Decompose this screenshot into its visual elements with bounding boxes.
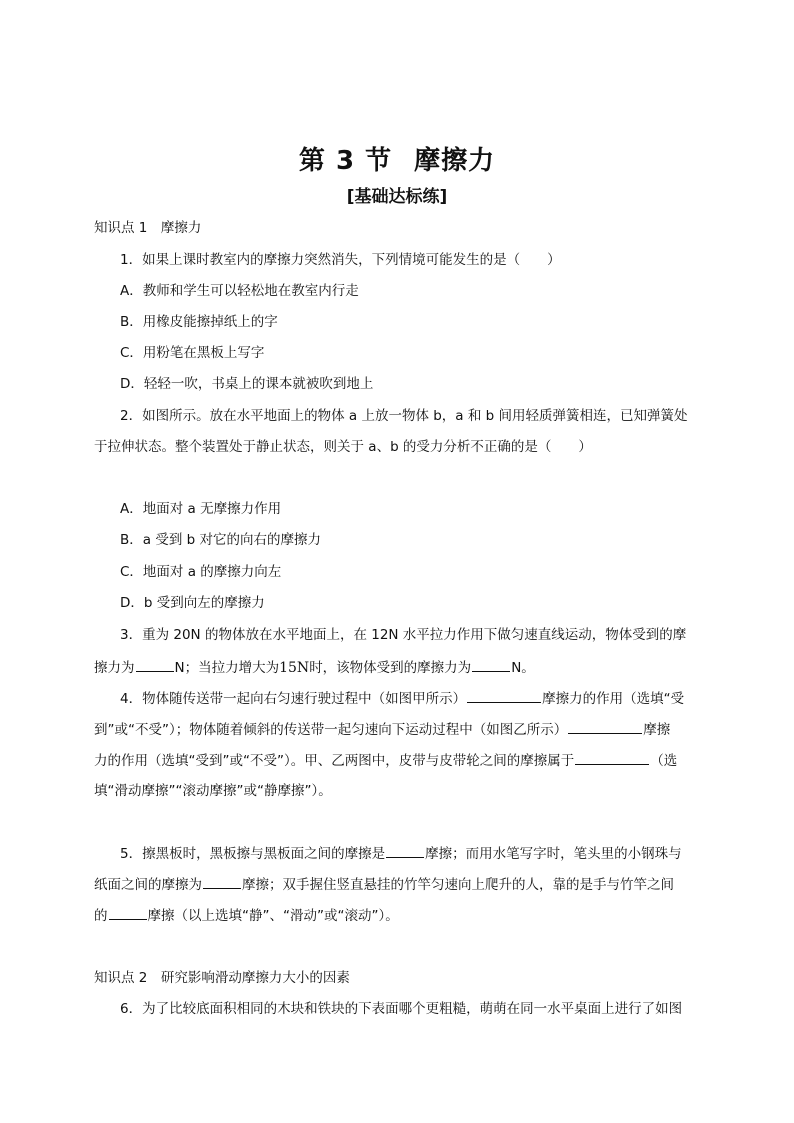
force-value: 15N xyxy=(279,660,310,676)
answer-blank[interactable] xyxy=(109,905,147,920)
knowledge-point-2: 知识点 2 研究影响滑动摩擦力大小的因素 xyxy=(94,970,350,986)
question-2-option-b: B．a 受到 b 对它的向右的摩擦力 xyxy=(120,532,321,548)
question-5-line-2: 纸面之间的摩擦为 摩擦；双手握住竖直悬挂的竹竿匀速向上爬升的人，靠的是手与竹竿之间 xyxy=(94,874,714,895)
answer-blank[interactable] xyxy=(136,657,174,672)
answer-blank[interactable] xyxy=(472,657,510,672)
question-3-line-2: 擦力为 N；当拉力增大为15N时，该物体受到的摩擦力为 N。 xyxy=(94,657,714,678)
question-4-line-1: 4．物体随传送带一起向右匀速行驶过程中（如图甲所示） 摩擦力的作用（选填“受 xyxy=(120,688,740,709)
section-number: 第 3 节 xyxy=(298,146,393,176)
answer-blank[interactable] xyxy=(467,688,541,703)
question-4-line-2: 到”或“不受”）；物体随着倾斜的传送带一起匀速向下运动过程中（如图乙所示） 摩擦 xyxy=(94,719,714,740)
question-5-line-1: 5．擦黑板时，黑板擦与黑板面之间的摩擦是 摩擦；而用水笔写字时，笔头里的小钢珠与 xyxy=(120,843,740,864)
page-title xyxy=(0,140,794,177)
question-6-line-1: 6．为了比较底面积相同的木块和铁块的下表面哪个更粗糙，萌萌在同一水平桌面上进行了如图 xyxy=(120,1001,683,1017)
question-2-line-1: 2．如图所示。放在水平地面上的物体 a 上放一物体 b，a 和 b 间用轻质弹簧相连，已知弹簧处 xyxy=(120,408,688,424)
knowledge-point-1: 知识点 1 摩擦力 xyxy=(94,220,202,236)
question-2-option-a: A．地面对 a 无摩擦力作用 xyxy=(120,501,282,517)
answer-blank[interactable] xyxy=(568,719,642,734)
answer-blank[interactable] xyxy=(203,874,241,889)
question-1-option-b: B．用橡皮能擦掉纸上的字 xyxy=(120,314,278,330)
question-1-stem: 1．如果上课时教室内的摩擦力突然消失，下列情境可能发生的是（ ） xyxy=(120,252,561,268)
answer-blank[interactable] xyxy=(575,750,649,765)
answer-blank[interactable] xyxy=(386,843,424,858)
question-1-option-d: D．轻轻一吹，书桌上的课本就被吹到地上 xyxy=(120,376,374,392)
question-4-line-3: 力的作用（选填“受到”或“不受”）。甲、乙两图中，皮带与皮带轮之间的摩擦属于 （选 xyxy=(94,750,714,771)
section-topic: 摩擦力 xyxy=(414,146,496,176)
question-2-option-c: C．地面对 a 的摩擦力向左 xyxy=(120,564,282,580)
question-2-line-2: 于拉伸状态。整个装置处于静止状态，则关于 a、b 的受力分析不正确的是（ ） xyxy=(94,439,592,455)
question-1-option-a: A．教师和学生可以轻松地在教室内行走 xyxy=(120,283,359,299)
question-5-line-3: 的 摩擦（以上选填“静”、“滑动”或“滚动”）。 xyxy=(94,905,714,926)
question-4-line-4: 填“滑动摩擦”“滚动摩擦”或“静摩擦”）。 xyxy=(94,783,332,799)
question-2-option-d: D．b 受到向左的摩擦力 xyxy=(120,595,265,611)
question-1-option-c: C．用粉笔在黑板上写字 xyxy=(120,345,265,361)
question-3-line-1: 3．重为 20N 的物体放在水平地面上，在 12N 水平拉力作用下做匀速直线运动，物体受到的摩 xyxy=(120,627,687,643)
page-subtitle: [基础达标练] xyxy=(346,187,448,207)
